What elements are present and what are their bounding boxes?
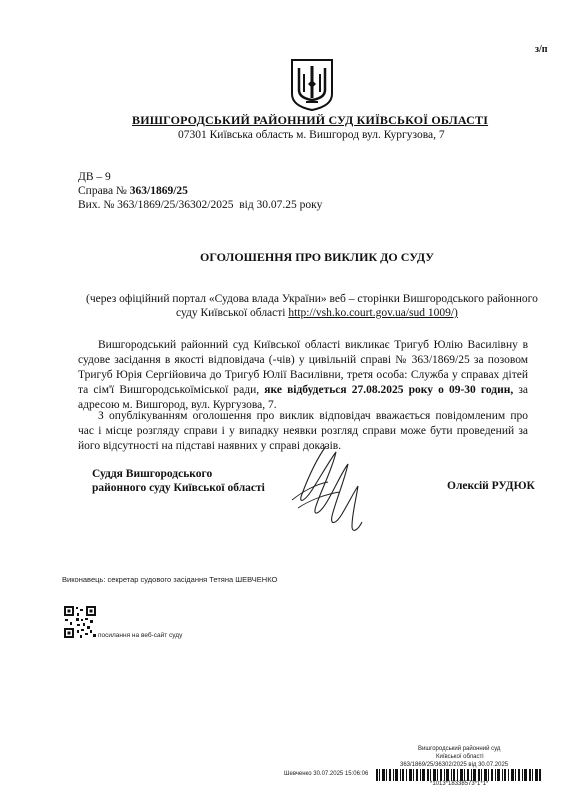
page-mark: з/п	[535, 44, 548, 55]
judge-title-1: Суддя Вишгородського	[92, 468, 213, 480]
case-line	[78, 184, 188, 199]
notice-paragraph: З опублікуванням оголошення про виклик відповідач вважається повідомленим про час і місце розгляду справи і у випадку неявки розгляд справи може бути проведений за його відсутності на підставі наявних у справі доказів.	[78, 410, 528, 452]
stamp-author-time: Шевченко 30.07.2025 15:06:06	[284, 771, 369, 777]
barcode-icon	[376, 768, 542, 780]
qr-caption: посилання на веб-сайт суду	[98, 632, 183, 639]
court-website-link[interactable]: http://vsh.ko.court.gov.ua/sud 1009/)	[288, 307, 458, 319]
date-text: від 30.07.25 року	[239, 199, 323, 211]
outgoing-label: Вих. №	[78, 199, 115, 211]
summons-paragraph	[78, 338, 528, 413]
judge-title-2: районного суду Київської області	[92, 482, 265, 494]
court-address: 07301 Київська область м. Вишгород вул. Кургузова, 7	[178, 129, 445, 141]
stamp-line-3: 363/1869/25/36302/2025 від 30.07.2025	[400, 762, 509, 768]
dv-code: ДВ – 9	[78, 171, 111, 183]
court-name: ВИШГОРОДСЬКИЙ РАЙОННИЙ СУД КИЇВСЬКОЇ ОБЛАСТІ	[132, 113, 489, 127]
outgoing-number: 363/1869/25/36302/2025	[117, 199, 234, 211]
case-label: Справа №	[78, 185, 127, 197]
summons-text-c: за адресою м. Вишгород, вул. Кургузова, 7.	[78, 384, 529, 411]
portal-line-2	[176, 306, 458, 321]
portal-line-2-prefix: суду Київської області	[176, 307, 286, 319]
stamp-line-2: Київської області	[436, 754, 484, 760]
portal-line-1: (через офіційний портал «Судова влада України» веб – сторінки Вишгородського районного	[86, 293, 538, 305]
judge-name: Олексій РУДЮК	[447, 480, 535, 492]
executor-line: Виконавець: секретар судового засідання Тетяна ШЕВЧЕНКО	[62, 575, 278, 584]
case-number: 363/1869/25	[129, 185, 188, 197]
trident-emblem-icon	[290, 58, 334, 112]
document-title: ОГОЛОШЕННЯ ПРО ВИКЛИК ДО СУДУ	[200, 250, 435, 264]
summons-text-a: Вишгородський районний суд Київської області викликає Тригуб Юлію Василівну в судове засідання в якості відповідача (-чів) у цивільній справі № 363/1869/25 за позовом Тригуб Юрія Сергійовича до Тригуб Юлії Василівни, третя особа: Служба у справах дітей та сім'ї Вишгородськоїміської ради,	[78, 339, 528, 396]
stamp-line-1: Вишгородський районний суд	[418, 746, 501, 752]
barcode-code: *1013*18338573*1*1*	[430, 781, 489, 787]
hearing-date: яке відбудеться 27.08.2025 року о 09-30 годин,	[264, 384, 514, 396]
qr-code-icon[interactable]	[63, 605, 97, 639]
outgoing-line	[78, 198, 322, 213]
handwritten-signature	[282, 442, 378, 542]
